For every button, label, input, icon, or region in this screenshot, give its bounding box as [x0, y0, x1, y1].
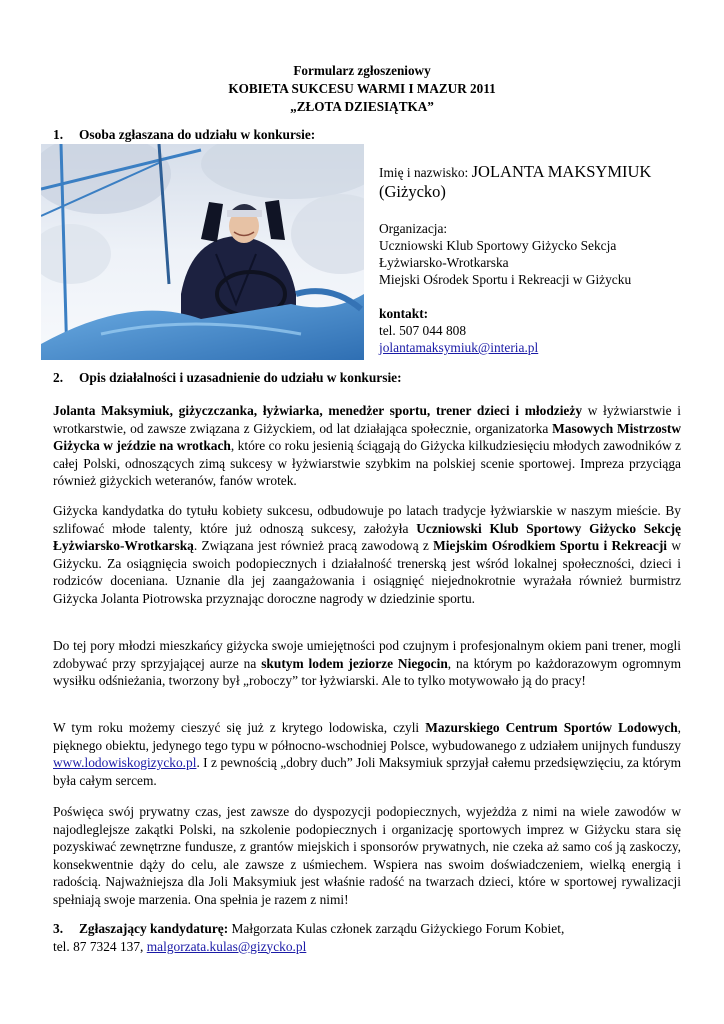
- spacer: [379, 288, 651, 305]
- section-2-heading: [53, 369, 402, 387]
- contest-subtitle: „ZŁOTA DZIESIĄTKA”: [290, 99, 434, 114]
- section-number: 3.: [53, 921, 64, 936]
- body-text: w Giżycku. Za osiągnięcia swoich podopiecznych i działalność trenerską jest wśród lokalnej społeczności, dzieci i rodziców doceniana. Uznanie dla jej zaangażowania i osiągnięć niejednokrotnie wyrażała również burmistrz Giżycka Jolanta Piotrowska przyznając doroczne nagrody w dziedzinie sportu.: [53, 538, 682, 606]
- bold-text: Masowych Mistrzostw Giżycka w jeździe na wrotkach: [53, 420, 681, 454]
- contest-title: KOBIETA SUKCESU WARMI I MAZUR 2011: [228, 81, 496, 96]
- section-number: 1.: [53, 127, 64, 142]
- contact-label: kontakt:: [379, 306, 429, 321]
- nominee-name: JOLANTA MAKSYMIUK: [471, 162, 652, 181]
- organization-line: Uczniowski Klub Sportowy Giżycko Sekcja: [379, 238, 617, 253]
- body-text: w łyżwiarstwie i wrotkarstwie, od zawsze związana z Giżyckiem, od lat działająca społecznie, organizatorka: [53, 403, 682, 436]
- body-text: , pięknego obiektu, jedynego tego typu w północno-wschodniej Polsce, wybudowanego z udziałem unijnych funduszy: [53, 720, 682, 753]
- spacer: [379, 205, 651, 220]
- section-title: Opis działalności i uzasadnienie do udziału w konkursie:: [79, 370, 402, 385]
- nominator-row: [53, 920, 564, 938]
- paragraph-1: [53, 402, 681, 490]
- name-row: [379, 163, 651, 183]
- paragraph-4: [53, 719, 681, 789]
- body-text: W tym roku możemy cieszyć się już z krytego lodowiska, czyli: [53, 720, 426, 735]
- organization-label: Organizacja:: [379, 221, 448, 236]
- bold-text: Mazurskiego Centrum Sportów Lodowych: [425, 720, 678, 735]
- bold-text: skutym lodem jeziorze Niegocin: [261, 655, 448, 671]
- section-1-heading: [53, 126, 315, 144]
- iceboat-photo-illustration: [41, 144, 364, 360]
- contact-email-link[interactable]: jolantamaksymiuk@interia.pl: [379, 340, 539, 355]
- bold-text: Miejskim Ośrodkiem Sportu i Rekreacji: [433, 538, 668, 554]
- paragraph-2: [53, 502, 681, 608]
- nominee-city: (Giżycko): [379, 182, 446, 201]
- name-label: Imię i nazwisko:: [379, 165, 472, 180]
- nominee-info: [379, 163, 651, 356]
- body-text: . Związana jest również pracą zawodową z: [193, 538, 434, 554]
- nominator-contact-row: [53, 938, 564, 956]
- nominee-photo: [41, 144, 364, 360]
- form-title: Formularz zgłoszeniowy: [293, 63, 431, 78]
- nominator-email-link[interactable]: malgorzata.kulas@gizycko.pl: [146, 938, 307, 954]
- body-text: Giżycka kandydatka do tytułu kobiety sukcesu, odbudowuje po latach tradycje łyżwiarskie w naszym mieście. By szlifować młode talenty, które już odnoszą sukcesy, założyła: [53, 503, 681, 536]
- nominator-phone: tel. 87 7324 137,: [53, 938, 147, 954]
- paragraph-5: [53, 803, 681, 909]
- body-text: , które co roku jesienią ściągają do Giżycka kilkudziesięciu młodych zawodników z całej Polski, odnoszących zimą sukcesy w łyżwiarstwie szybkim na polskiej scenie sportowej. Impreza przyciąga również giżyckich weteranów, fanów wrotek.: [53, 438, 681, 489]
- section-title: Osoba zgłaszana do udziału w konkursie:: [79, 127, 316, 142]
- section-title: Zgłaszający kandydaturę:: [79, 921, 229, 936]
- body-text: Poświęca swój prywatny czas, jest zawsze do dyspozycji podopiecznych, wyjeżdża z nimi na wiele zawodów w najodleglejsze zakątki Polski, na szkolenie podopiecznych i organizację sportowych imprez w Giżycku stara się pozyskiwać zewnętrzne fundusze, z grantów miejskich i sponsorów prywatnych, nie czeka aż samo coś ją zaskoczy, konsekwentnie dąży do celu, ale zawsze z uśmiechem. Wspiera nas swoim doświadczeniem, wielką energią i radością. Najważniejsza dla Joli Maksymiuk jest właśnie radość na twarzach dzieci, które w sportowej rywalizacji spełniają swoje marzenia. Ona spełnia je razem z nimi!: [53, 804, 681, 907]
- organization-line: Łyżwiarsko-Wrotkarska: [379, 255, 509, 270]
- nominator-text: Małgorzata Kulas członek zarządu Giżyckiego Forum Kobiet,: [228, 921, 565, 936]
- body-text: . I z pewnością „dobry duch” Joli Maksymiuk sprzyjał całemu przedsięwzięciu, za którym była całym sercem.: [53, 755, 681, 788]
- body-text: Do tej pory młodzi mieszkańcy giżycka swoje umiejętności pod czujnym i profesjonalnym okiem pani trener, mogli zdobywać przy sprzyjającej aurze na: [53, 638, 681, 671]
- body-text: , na którym po każdorazowym ogromnym wysiłku odśnieżania, tworzony był „roboczy” tor łyżwiarski. Ale to tylko motywowało ją do pracy!: [53, 655, 681, 689]
- organization-line: Miejski Ośrodek Sportu i Rekreacji w Giżycku: [379, 272, 632, 287]
- paragraph-3: [53, 637, 681, 690]
- bold-text: Uczniowski Klub Sportowy Giżycko Sekcję Łyżwiarsko-Wrotkarską: [53, 520, 681, 554]
- bold-text: Jolanta Maksymiuk, giżyczczanka, łyżwiarka, menedżer sportu, trener dzieci i młodzieży: [53, 403, 583, 418]
- section-3: [53, 920, 564, 955]
- website-link[interactable]: www.lodowiskogizycko.pl: [53, 755, 197, 771]
- contact-phone: tel. 507 044 808: [379, 323, 467, 338]
- section-number: 2.: [53, 370, 64, 385]
